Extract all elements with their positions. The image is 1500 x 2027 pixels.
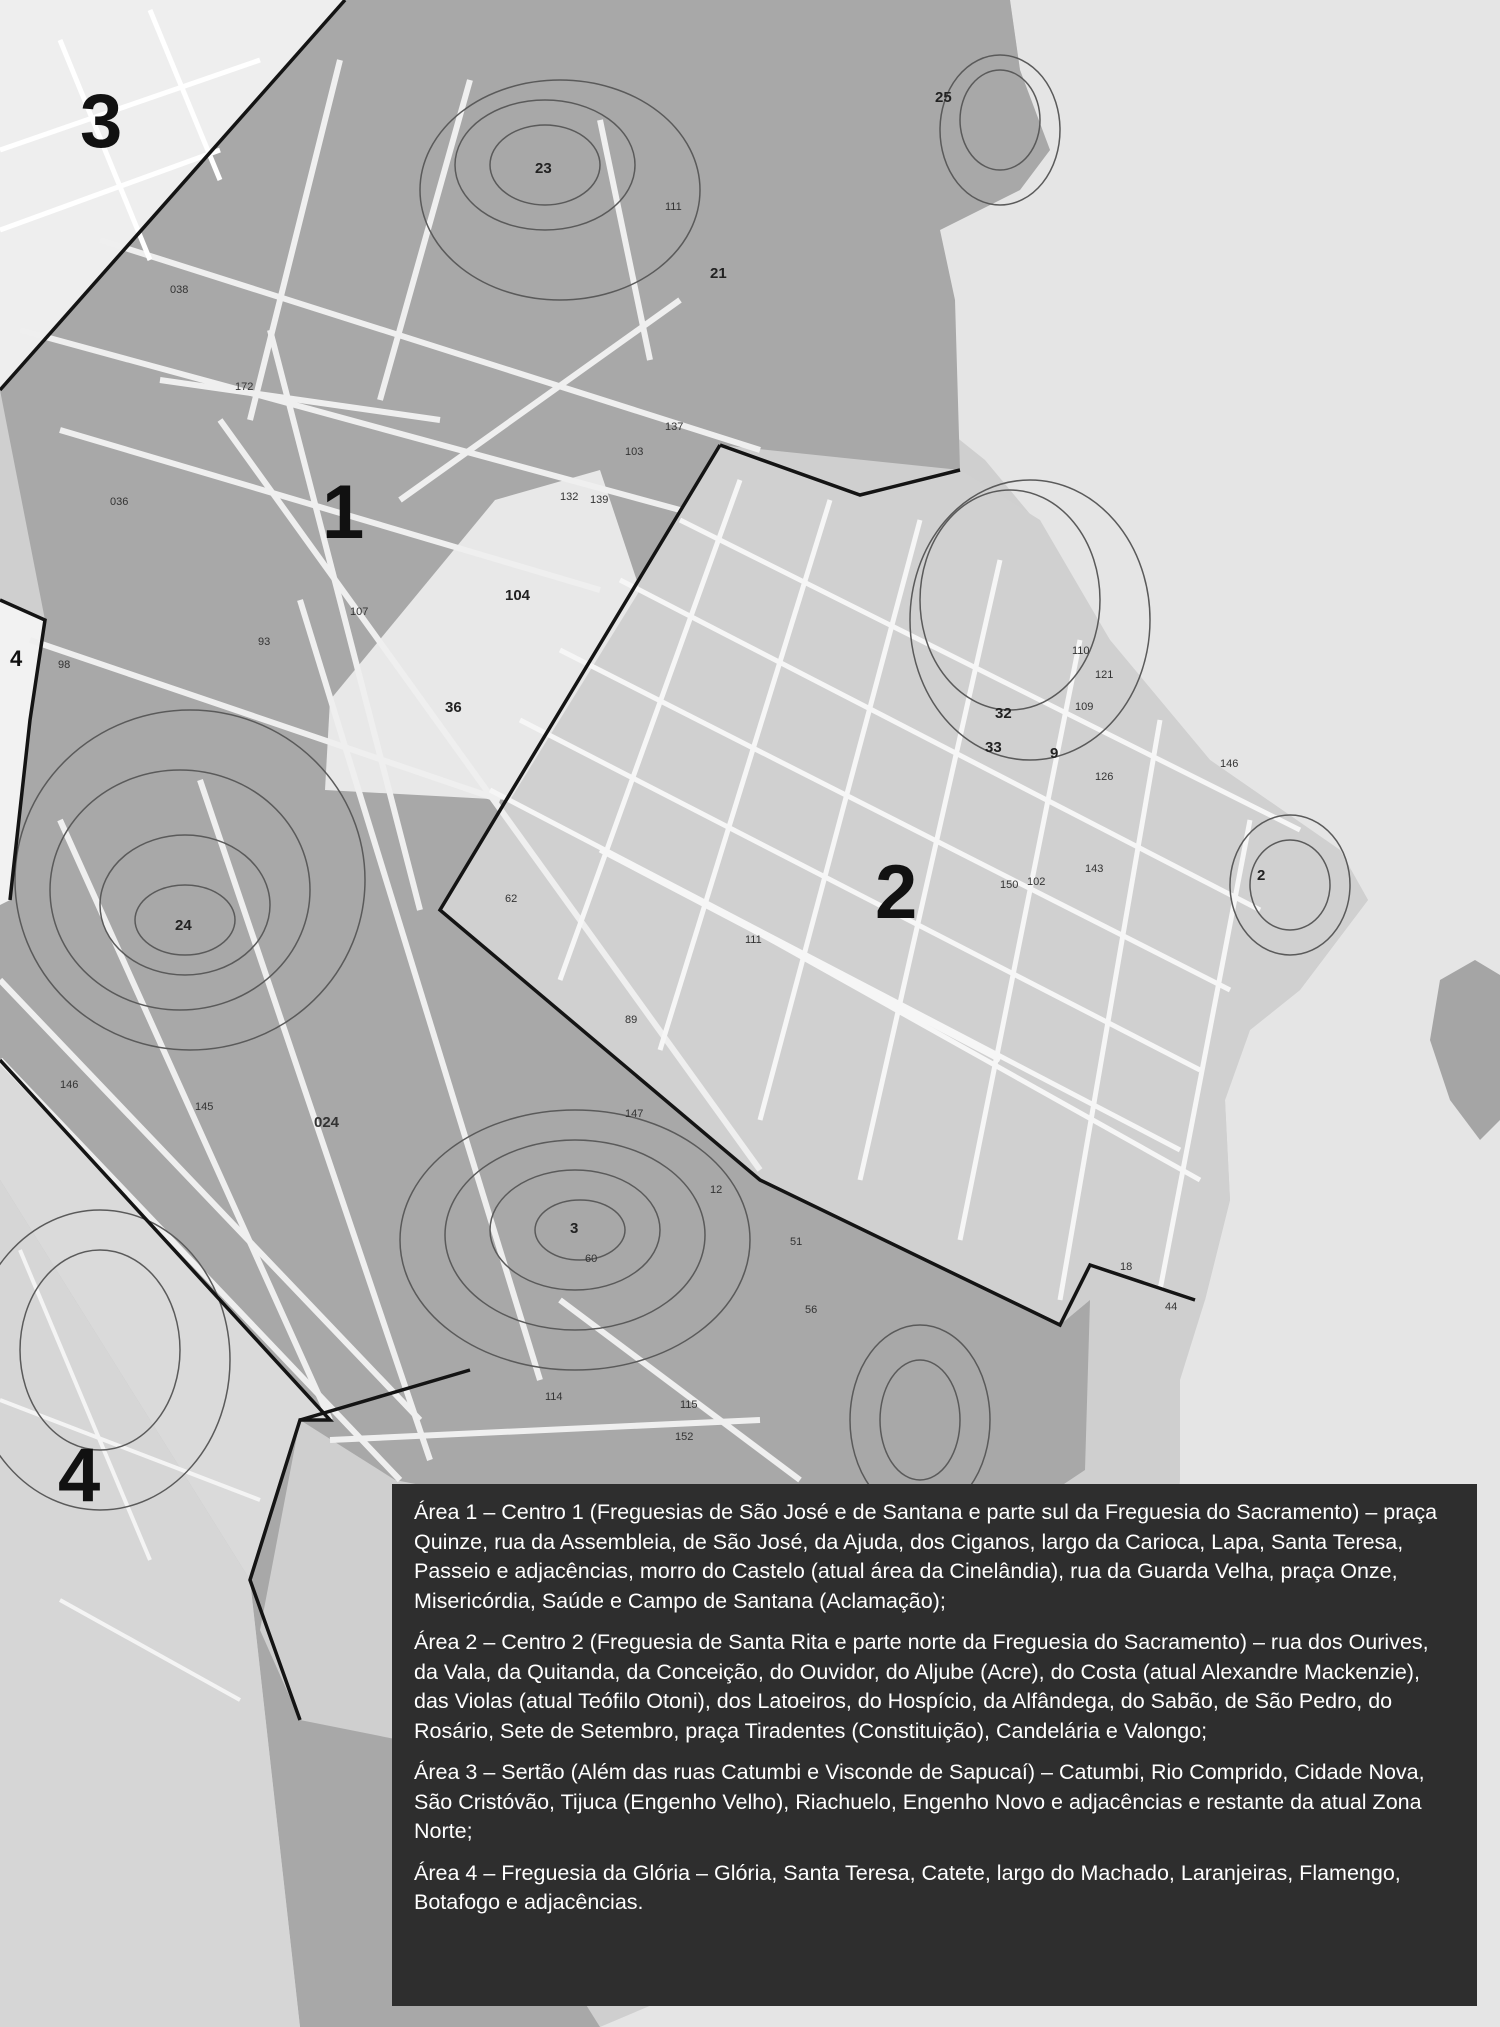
legend-area-3: Área 3 – Sertão (Além das ruas Catumbi e Visconde de Sapucaí) – Catumbi, Rio Comprido, Cidade Nova, São Cristóvão, Tijuca (Engenho Velho), Riachuelo, Engenho Novo e adjacências e restante da atual Zona Norte; (414, 1760, 1425, 1843)
block-126: 126 (1095, 771, 1114, 783)
block-114: 114 (545, 1391, 563, 1403)
area-label-4-edge: 4 (10, 646, 23, 671)
hill-3: 3 (570, 1220, 579, 1237)
block-103: 103 (625, 446, 644, 458)
block-137: 137 (665, 421, 684, 433)
block-89: 89 (625, 1014, 638, 1026)
block-18: 18 (1120, 1261, 1133, 1273)
block-44: 44 (1165, 1301, 1178, 1313)
block-60: 60 (585, 1253, 598, 1265)
block-51: 51 (790, 1236, 803, 1248)
block-12: 12 (710, 1184, 723, 1196)
area-label-4: 4 (58, 1433, 101, 1518)
block-172: 172 (235, 381, 254, 393)
area-label-1: 1 (322, 470, 365, 555)
block-152: 152 (675, 1431, 694, 1443)
hill-33: 33 (985, 739, 1002, 756)
block-139: 139 (590, 494, 609, 506)
block-107: 107 (350, 606, 369, 618)
hill-24: 24 (175, 917, 192, 934)
block-102: 102 (1027, 876, 1046, 888)
block-036: 036 (110, 496, 129, 508)
block-147: 147 (625, 1108, 644, 1120)
block-115: 115 (680, 1399, 698, 1411)
hill-36: 36 (445, 699, 462, 716)
block-98: 98 (58, 659, 71, 671)
block-93: 93 (258, 636, 271, 648)
area-label-3: 3 (80, 79, 123, 164)
hill-32: 32 (995, 705, 1012, 722)
block-62: 62 (505, 893, 518, 905)
block-111b: 111 (665, 201, 682, 213)
block-038: 038 (170, 284, 189, 296)
hill-23: 23 (535, 160, 552, 177)
block-145: 145 (195, 1101, 214, 1113)
block-110: 110 (1072, 645, 1090, 657)
hill-2: 2 (1257, 867, 1266, 884)
block-56: 56 (805, 1304, 818, 1316)
area-label-2: 2 (875, 850, 918, 935)
legend-area-1: Área 1 – Centro 1 (Freguesias de São José e de Santana e parte sul da Freguesia do Sacramento) – praça Quinze, rua da Assembleia, de São José, da Ajuda, dos Ciganos, largo da Carioca, Lapa, Santa Teresa, Passeio e adjacências, morro do Castelo (atual área da Cinelândia), rua da Guarda Velha, praça Onze, Misericórdia, Saúde e Campo de Santana (Aclamação); (414, 1500, 1438, 1613)
legend-area-4: Área 4 – Freguesia da Glória – Glória, Santa Teresa, Catete, largo do Machado, Laranjeiras, Flamengo, Botafogo e adjacências. (414, 1860, 1401, 1914)
block-109: 109 (1075, 701, 1094, 713)
block-146b: 146 (1220, 758, 1239, 770)
block-132: 132 (560, 491, 579, 503)
block-146: 146 (60, 1079, 79, 1091)
block-024: 024 (314, 1114, 340, 1131)
block-111: 111 (745, 934, 762, 946)
hill-104: 104 (505, 587, 531, 604)
hill-25: 25 (935, 89, 952, 106)
block-150: 150 (1000, 879, 1019, 891)
hill-9: 9 (1050, 745, 1059, 762)
legend-area-2: Área 2 – Centro 2 (Freguesia de Santa Rita e parte norte da Freguesia do Sacramento) – rua dos Ourives, da Vala, da Quitanda, da Conceição, do Ouvidor, do Aljube (Acre), do Costa (atual Alexandre Mackenzie), das Violas (atual Teófilo Otoni), dos Latoeiros, do Hospício, da Alfândega, do Sabão, de São Pedro, do Rosário, Sete de Setembro, praça Tiradentes (Constituição), Candelária e Valongo; (414, 1630, 1429, 1743)
block-121: 121 (1095, 669, 1114, 681)
legend-box (392, 1484, 1477, 2006)
hill-21: 21 (710, 265, 727, 282)
block-143: 143 (1085, 863, 1104, 875)
